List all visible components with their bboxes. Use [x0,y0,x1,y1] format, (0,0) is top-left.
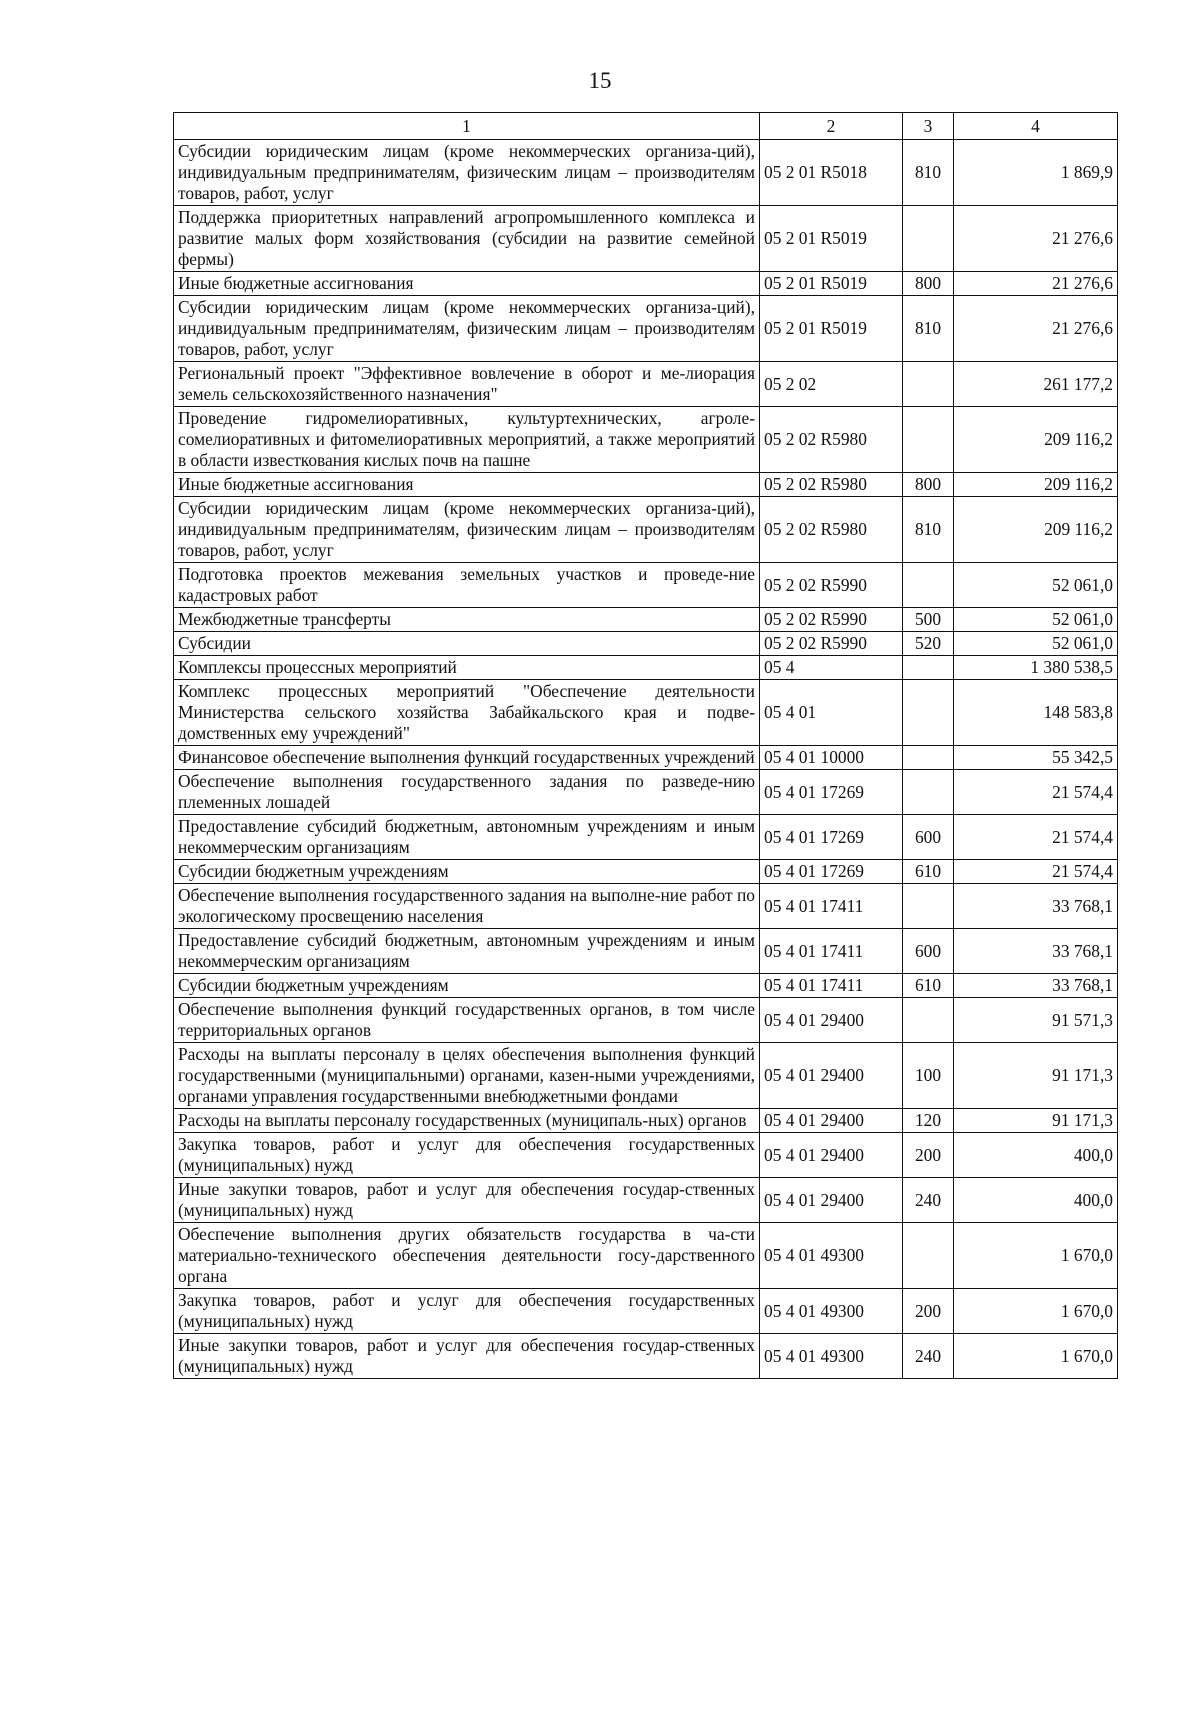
row-expense-type-cell: 200 [903,1289,954,1334]
row-name-cell: Комплексы процессных мероприятий [174,656,760,680]
row-expense-type-cell: 120 [903,1109,954,1133]
row-name-cell: Иные закупки товаров, работ и услуг для обеспечения государ-ственных (муниципальных) нужд [174,1334,760,1379]
row-code-cell: 05 2 02 R5980 [760,473,903,497]
row-expense-type-cell: 600 [903,929,954,974]
table-row [174,362,1118,407]
row-expense-type-cell [903,206,954,272]
row-name-cell: Закупка товаров, работ и услуг для обеспечения государственных (муниципальных) нужд [174,1133,760,1178]
row-code-cell: 05 4 01 49300 [760,1289,903,1334]
row-sum-cell: 33 768,1 [954,929,1118,974]
row-expense-type-cell [903,746,954,770]
row-code-cell: 05 4 01 17269 [760,860,903,884]
row-code-cell: 05 4 [760,656,903,680]
row-expense-type-cell [903,884,954,929]
row-sum-cell: 1 380 538,5 [954,656,1118,680]
row-name-cell: Обеспечение выполнения государственного задания на выполне-ние работ по экологическому просвещению населения [174,884,760,929]
row-sum-cell: 21 276,6 [954,206,1118,272]
row-name-cell: Закупка товаров, работ и услуг для обеспечения государственных (муниципальных) нужд [174,1289,760,1334]
row-expense-type-cell [903,362,954,407]
row-expense-type-cell [903,1223,954,1289]
table-row [174,407,1118,473]
table-row [174,929,1118,974]
row-sum-cell: 55 342,5 [954,746,1118,770]
row-code-cell: 05 2 02 R5990 [760,632,903,656]
row-sum-cell: 261 177,2 [954,362,1118,407]
row-name-cell: Финансовое обеспечение выполнения функций государственных учреждений [174,746,760,770]
row-sum-cell: 91 571,3 [954,998,1118,1043]
table-row [174,206,1118,272]
row-sum-cell: 21 574,4 [954,770,1118,815]
row-name-cell: Субсидии [174,632,760,656]
row-name-cell: Подготовка проектов межевания земельных участков и проведе-ние кадастровых работ [174,563,760,608]
row-sum-cell: 1 869,9 [954,140,1118,206]
row-expense-type-cell: 520 [903,632,954,656]
row-code-cell: 05 4 01 17411 [760,974,903,998]
row-code-cell: 05 2 01 R5018 [760,140,903,206]
row-name-cell: Обеспечение выполнения государственного задания по разведе-нию племенных лошадей [174,770,760,815]
row-code-cell: 05 4 01 17269 [760,770,903,815]
table-row [174,1223,1118,1289]
row-sum-cell: 33 768,1 [954,884,1118,929]
table-header [174,113,1118,140]
row-name-cell: Предоставление субсидий бюджетным, автономным учреждениям и иным некоммерческим организациям [174,815,760,860]
row-sum-cell: 21 276,6 [954,272,1118,296]
table-row [174,497,1118,563]
table-row [174,746,1118,770]
row-expense-type-cell: 500 [903,608,954,632]
row-name-cell: Иные бюджетные ассигнования [174,473,760,497]
row-code-cell: 05 2 02 [760,362,903,407]
row-expense-type-cell: 800 [903,473,954,497]
row-expense-type-cell: 610 [903,974,954,998]
row-sum-cell: 400,0 [954,1133,1118,1178]
row-code-cell: 05 4 01 29400 [760,998,903,1043]
row-code-cell: 05 2 01 R5019 [760,272,903,296]
table-row [174,1133,1118,1178]
table-row [174,998,1118,1043]
row-name-cell: Иные бюджетные ассигнования [174,272,760,296]
row-name-cell: Межбюджетные трансферты [174,608,760,632]
row-code-cell: 05 2 02 R5990 [760,608,903,632]
row-sum-cell: 91 171,3 [954,1043,1118,1109]
header-row [174,113,1118,140]
row-sum-cell: 21 574,4 [954,815,1118,860]
row-sum-cell: 1 670,0 [954,1334,1118,1379]
row-code-cell: 05 4 01 17411 [760,929,903,974]
row-name-cell: Субсидии юридическим лицам (кроме некоммерческих организа-ций), индивидуальным предпринимателям, физическим лицам – производителям товаров, работ, услуг [174,140,760,206]
table-row [174,1334,1118,1379]
row-name-cell: Обеспечение выполнения других обязательств государства в ча-сти материально-технического обеспечения деятельности госу-дарственного органа [174,1223,760,1289]
row-expense-type-cell: 610 [903,860,954,884]
row-code-cell: 05 2 01 R5019 [760,296,903,362]
row-name-cell: Субсидии юридическим лицам (кроме некоммерческих организа-ций), индивидуальным предпринимателям, физическим лицам – производителям товаров, работ, услуг [174,296,760,362]
row-expense-type-cell: 240 [903,1178,954,1223]
budget-table [173,112,1118,1379]
row-expense-type-cell: 800 [903,272,954,296]
row-sum-cell: 91 171,3 [954,1109,1118,1133]
row-expense-type-cell [903,563,954,608]
table-row [174,680,1118,746]
row-name-cell: Субсидии юридическим лицам (кроме некоммерческих организа-ций), индивидуальным предпринимателям, физическим лицам – производителям товаров, работ, услуг [174,497,760,563]
row-sum-cell: 148 583,8 [954,680,1118,746]
row-code-cell: 05 2 02 R5980 [760,497,903,563]
row-name-cell: Расходы на выплаты персоналу государственных (муниципаль-ных) органов [174,1109,760,1133]
row-expense-type-cell: 200 [903,1133,954,1178]
table-row [174,770,1118,815]
table-row [174,473,1118,497]
column-header-type: 3 [903,113,954,140]
page-number: 15 [588,68,612,93]
row-sum-cell: 52 061,0 [954,632,1118,656]
row-name-cell: Иные закупки товаров, работ и услуг для обеспечения государ-ственных (муниципальных) нужд [174,1178,760,1223]
table-row [174,296,1118,362]
table-row [174,884,1118,929]
row-expense-type-cell: 240 [903,1334,954,1379]
row-sum-cell: 21 276,6 [954,296,1118,362]
row-code-cell: 05 4 01 29400 [760,1178,903,1223]
table-row [174,860,1118,884]
row-sum-cell: 21 574,4 [954,860,1118,884]
row-code-cell: 05 4 01 49300 [760,1223,903,1289]
row-expense-type-cell: 600 [903,815,954,860]
row-name-cell: Субсидии бюджетным учреждениям [174,974,760,998]
table-row [174,974,1118,998]
row-sum-cell: 1 670,0 [954,1223,1118,1289]
table-row [174,656,1118,680]
row-sum-cell: 52 061,0 [954,563,1118,608]
row-sum-cell: 33 768,1 [954,974,1118,998]
row-code-cell: 05 4 01 49300 [760,1334,903,1379]
row-code-cell: 05 2 01 R5019 [760,206,903,272]
row-sum-cell: 400,0 [954,1178,1118,1223]
row-name-cell: Предоставление субсидий бюджетным, автономным учреждениям и иным некоммерческим организациям [174,929,760,974]
row-code-cell: 05 4 01 29400 [760,1109,903,1133]
row-expense-type-cell: 810 [903,497,954,563]
row-code-cell: 05 4 01 17411 [760,884,903,929]
row-expense-type-cell [903,407,954,473]
table-row [174,608,1118,632]
row-code-cell: 05 4 01 17269 [760,815,903,860]
table-row [174,1178,1118,1223]
row-expense-type-cell [903,770,954,815]
row-code-cell: 05 4 01 29400 [760,1043,903,1109]
row-sum-cell: 52 061,0 [954,608,1118,632]
column-header-sum: 4 [954,113,1118,140]
row-code-cell: 05 4 01 29400 [760,1133,903,1178]
table-row [174,815,1118,860]
table-row [174,1289,1118,1334]
table-row [174,272,1118,296]
row-expense-type-cell: 810 [903,140,954,206]
row-name-cell: Комплекс процессных мероприятий "Обеспечение деятельности Министерства сельского хозяйства Забайкальского края и подве-домственных ему учреждений" [174,680,760,746]
table-row [174,1109,1118,1133]
column-header-code: 2 [760,113,903,140]
table-row [174,140,1118,206]
row-expense-type-cell [903,680,954,746]
row-sum-cell: 209 116,2 [954,407,1118,473]
table-row [174,632,1118,656]
row-name-cell: Региональный проект "Эффективное вовлечение в оборот и ме-лиорация земель сельскохозяйственного назначения" [174,362,760,407]
column-header-name: 1 [174,113,760,140]
table-body [174,140,1118,1379]
row-sum-cell: 209 116,2 [954,497,1118,563]
row-name-cell: Проведение гидромелиоративных, культуртехнических, агроле-сомелиоративных и фитомелиоративных мероприятий, а также мероприятий в области известкования кислых почв на пашне [174,407,760,473]
row-name-cell: Расходы на выплаты персоналу в целях обеспечения выполнения функций государственными (муниципальными) органами, казен-ными учреждениями, органами управления государственными внебюджетными фондами [174,1043,760,1109]
row-sum-cell: 209 116,2 [954,473,1118,497]
row-code-cell: 05 2 02 R5980 [760,407,903,473]
row-code-cell: 05 4 01 10000 [760,746,903,770]
row-code-cell: 05 4 01 [760,680,903,746]
row-expense-type-cell [903,998,954,1043]
row-expense-type-cell [903,656,954,680]
table-row [174,563,1118,608]
row-name-cell: Субсидии бюджетным учреждениям [174,860,760,884]
table-row [174,1043,1118,1109]
row-code-cell: 05 2 02 R5990 [760,563,903,608]
row-expense-type-cell: 810 [903,296,954,362]
row-name-cell: Обеспечение выполнения функций государственных органов, в том числе территориальных органов [174,998,760,1043]
row-sum-cell: 1 670,0 [954,1289,1118,1334]
row-expense-type-cell: 100 [903,1043,954,1109]
row-name-cell: Поддержка приоритетных направлений агропромышленного комплекса и развитие малых форм хозяйствования (субсидии на развитие семейной фермы) [174,206,760,272]
